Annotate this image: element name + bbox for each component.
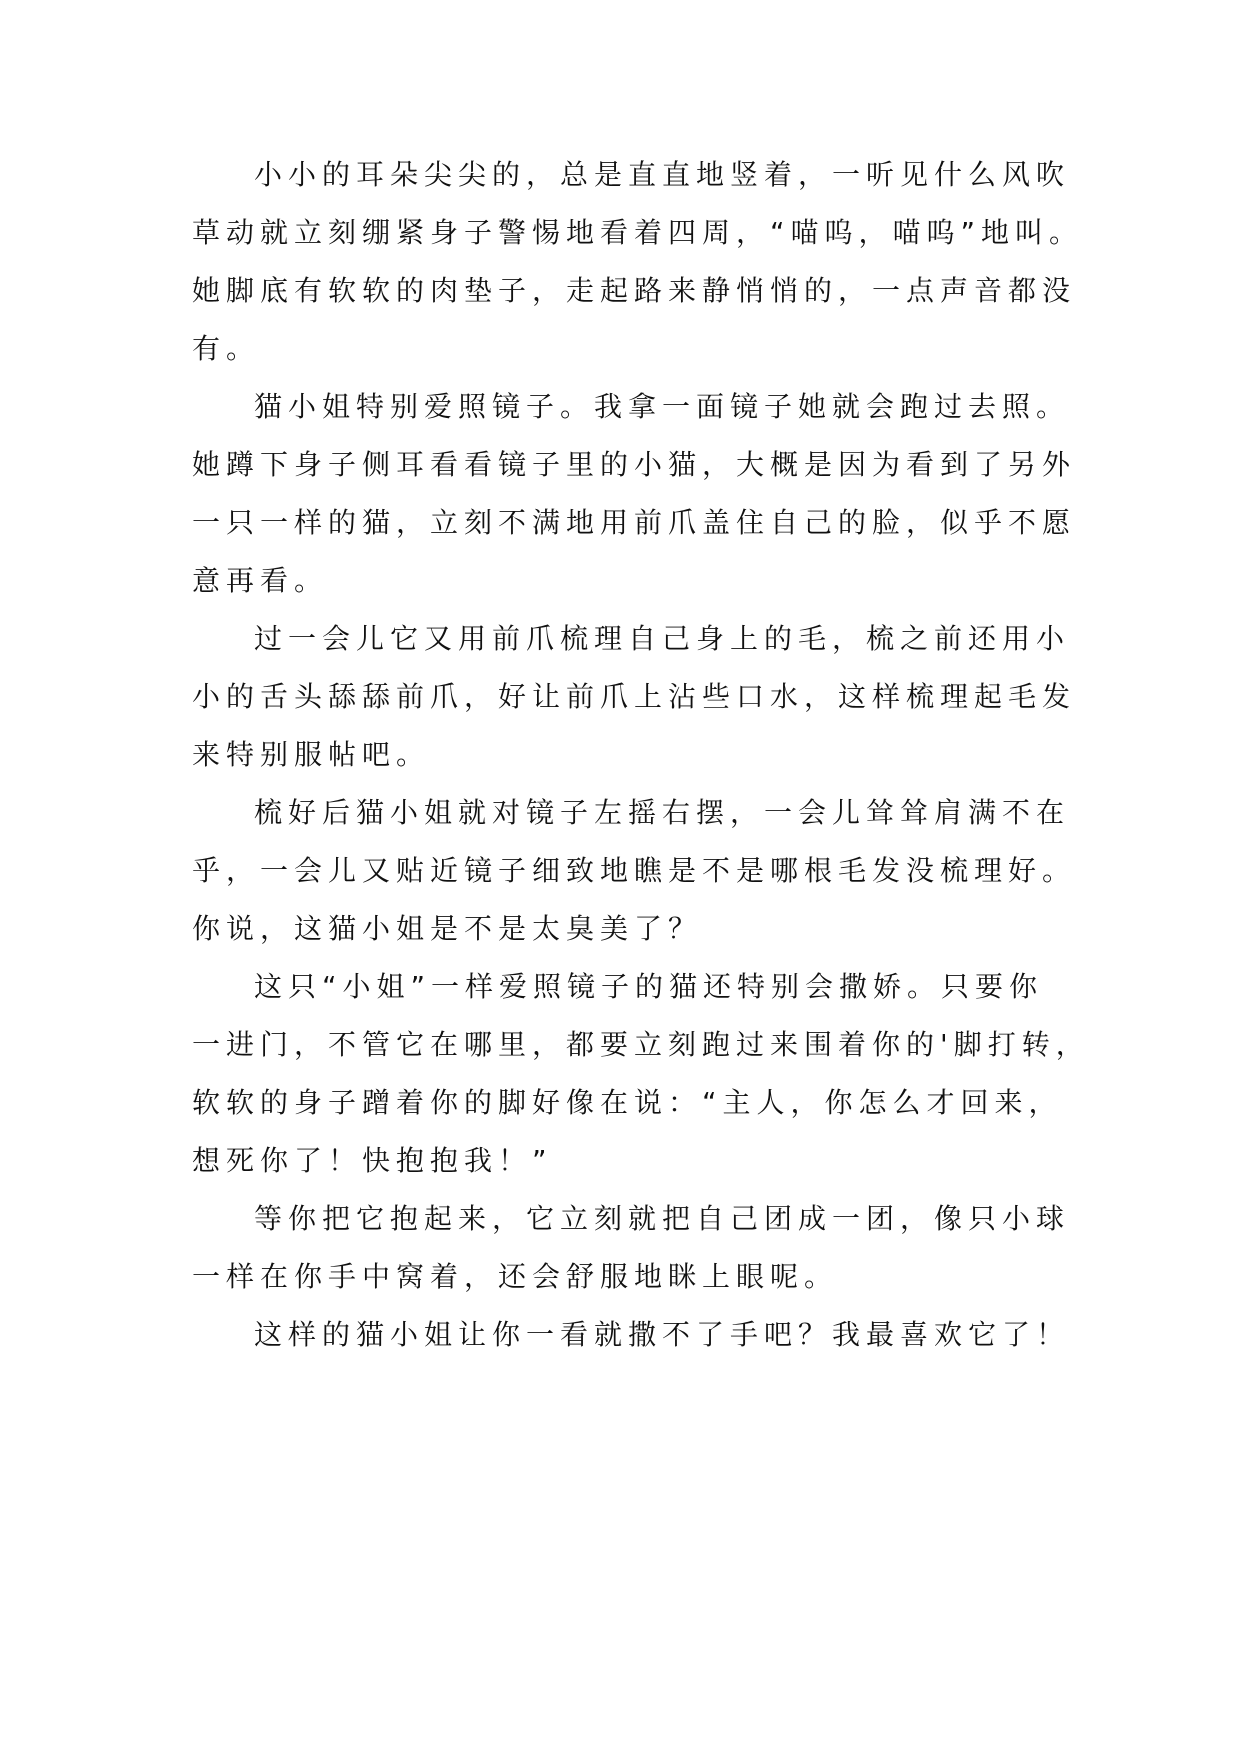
paragraph-1-line-1: 小小的耳朵尖尖的，总是直直地竖着，一听见什么风吹 [254,158,1071,191]
paragraph-6-line-2: 一样在你手中窝着，还会舒服地眯上眼呢。 [192,1260,839,1293]
paragraph-5-line-1: 这只“小姐”一样爱照镜子的猫还特别会撒娇。只要你 [254,970,1044,1003]
paragraph-2-line-3: 一只一样的猫，立刻不满地用前爪盖住自己的脸，似乎不愿 [192,506,1077,539]
paragraph-5-line-4: 想死你了！快抱抱我！” [192,1144,553,1177]
document-body [192,158,1090,1352]
paragraph-1-line-4: 有。 [192,332,261,365]
paragraph-5-line-2: 一进门，不管它在哪里，都要立刻跑过来围着你的'脚打转， [192,1028,1090,1061]
paragraph-3-line-1: 过一会儿它又用前爪梳理自己身上的毛，梳之前还用小 [254,622,1071,655]
paragraph-7-line-1: 这样的猫小姐让你一看就撒不了手吧？我最喜欢它了！ [254,1318,1071,1351]
paragraph-6-line-1: 等你把它抱起来，它立刻就把自己团成一团，像只小球 [254,1202,1071,1235]
paragraph-3-line-3: 来特别服帖吧。 [192,738,431,771]
paragraph-2-line-2: 她蹲下身子侧耳看看镜子里的小猫，大概是因为看到了另外 [192,448,1077,481]
paragraph-4-line-2: 乎，一会儿又贴近镜子细致地瞧是不是哪根毛发没梳理好。 [192,854,1077,887]
paragraph-1-line-2: 草动就立刻绷紧身子警惕地看着四周，“喵呜，喵呜”地叫。 [192,216,1084,249]
paragraph-3-line-2: 小的舌头舔舔前爪，好让前爪上沾些口水，这样梳理起毛发 [192,680,1077,713]
paragraph-2-line-1: 猫小姐特别爱照镜子。我拿一面镜子她就会跑过去照。 [254,390,1071,423]
paragraph-4-line-1: 梳好后猫小姐就对镜子左摇右摆，一会儿耸耸肩满不在 [254,796,1071,829]
paragraph-2-line-4: 意再看。 [192,564,329,597]
paragraph-5-line-3: 软软的身子蹭着你的脚好像在说：“主人，你怎么才回来， [192,1086,1063,1119]
paragraph-1-line-3: 她脚底有软软的肉垫子，走起路来静悄悄的，一点声音都没 [192,274,1077,307]
paragraph-4-line-3: 你说，这猫小姐是不是太臭美了？ [192,912,703,945]
